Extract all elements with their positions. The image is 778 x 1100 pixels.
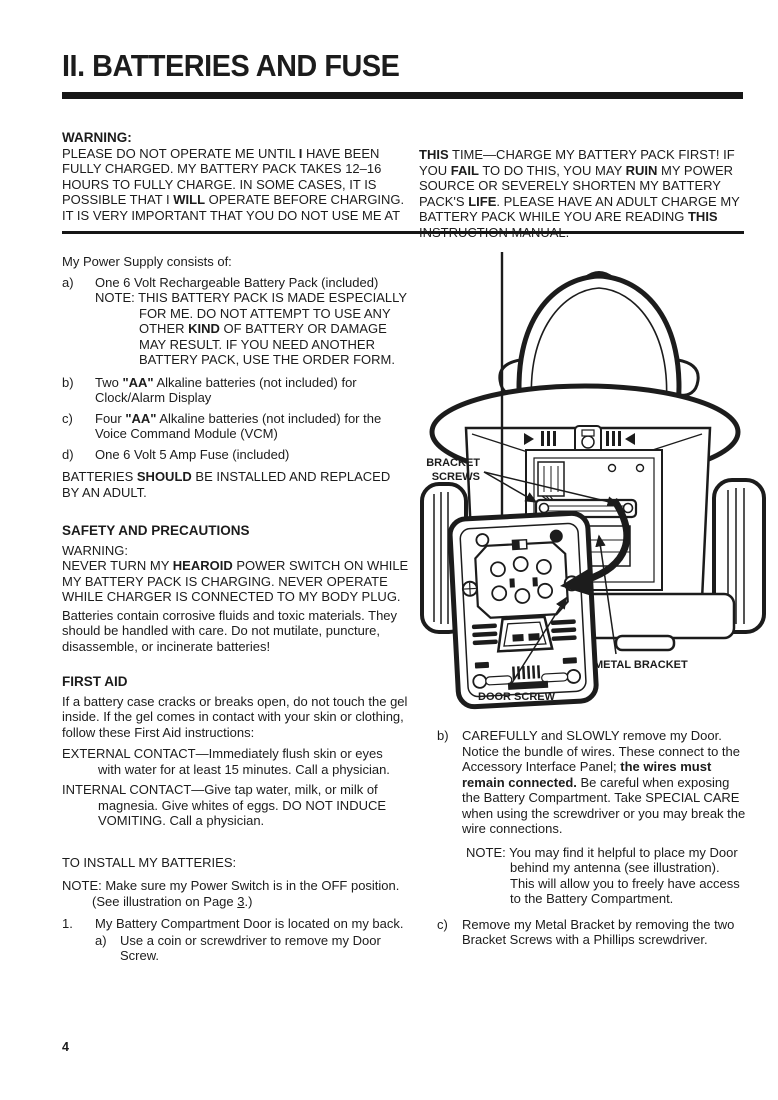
safety-warning-label: WARNING:: [62, 542, 128, 558]
install-step-b-note: NOTE: You may find it helpful to place my Door behind my antenna (see illustration). This will allow you to freely have access to the Battery Compartment.: [466, 844, 740, 906]
list-item-b: [62, 375, 409, 406]
install-step-c: [420, 917, 746, 948]
door-panel-detail: [449, 513, 597, 708]
list-marker: c): [62, 410, 73, 426]
safety-heading: SAFETY AND PRECAUTIONS: [62, 523, 250, 538]
list-item-text: Four "AA" Alkaline batteries (not included) for the Voice Command Module (VCM): [95, 410, 382, 441]
install-step-1a-text: Use a coin or screwdriver to remove my Door Screw.: [120, 932, 381, 963]
first-aid-internal: INTERNAL CONTACT—Give tap water, milk, or milk of magnesia. Give whites of eggs. DO NOT INDUCE VOMITING. Call a physician.: [62, 782, 387, 828]
list-marker: b): [62, 374, 74, 390]
list-item-a: [62, 275, 409, 368]
list-item-text: One 6 Volt Rechargeable Battery Pack (included): [95, 274, 379, 290]
warning-divider-rule: [62, 231, 744, 234]
page-number: 4: [62, 1040, 69, 1054]
install-step-1a: [95, 933, 409, 964]
bracket-screw-right: [624, 504, 633, 513]
list-item-c: [62, 411, 409, 442]
install-step-b: [420, 728, 746, 907]
label-bracket-screws-2: SCREWS: [431, 471, 480, 483]
first-aid-intro: If a battery case cracks or breaks open, do not touch the gel inside. If the gel comes in contact with your skin or clothing, follow these First Aid instructions:: [62, 693, 408, 740]
title-rule: [62, 92, 743, 99]
install-step-1: [62, 916, 409, 964]
power-supply-intro: My Power Supply consists of:: [62, 254, 232, 269]
page-title: II. BATTERIES AND FUSE: [62, 48, 400, 83]
list-item-text: Two "AA" Alkaline batteries (not included) for Clock/Alarm Display: [95, 374, 357, 405]
install-step-1-text: My Battery Compartment Door is located on my back.: [95, 916, 404, 931]
list-item-note: NOTE: THIS BATTERY PACK IS MADE ESPECIALLY FOR ME. DO NOT ATTEMPT TO USE ANY OTHER KIND OF BATTERY OR DAMAGE MAY RESULT. IF YOU NEED ANOTHER BATTERY PACK, USE THE ORDER FORM.: [95, 290, 407, 367]
door-screw-left: [463, 581, 478, 596]
safety-body: Batteries contain corrosive fluids and toxic materials. They should be handled with care. Do not mutilate, puncture, disassemble, or incinerate batteries!: [62, 607, 398, 654]
left-column: [62, 254, 409, 964]
first-aid-heading: FIRST AID: [62, 674, 128, 689]
warning-section: [62, 130, 744, 241]
install-heading: TO INSTALL MY BATTERIES:: [62, 854, 237, 870]
install-step-c-text: Remove my Metal Bracket by removing the two Bracket Screws with a Phillips screwdriver.: [462, 916, 735, 947]
list-marker: a): [62, 274, 74, 290]
label-bracket-screws: BRACKET: [426, 457, 480, 469]
safety-warning-text: NEVER TURN MY HEAROID POWER SWITCH ON WHILE MY BATTERY PACK IS CHARGING. NEVER OPERATE WHILE CHARGER IS CONNECTED TO MY BODY PLUG.: [62, 558, 409, 604]
bracket-screw-left: [540, 504, 549, 513]
label-metal-bracket: METAL BRACKET: [594, 659, 688, 671]
install-step-b-text: CAREFULLY and SLOWLY remove my Door. Notice the bundle of wires. These connect to the Accessory Interface Panel; the wires must remain connected. Be careful when exposing the Battery Compartment. Take SPECIAL CARE when using the screwdriver or you may break the wire connections.: [462, 728, 746, 836]
warning-text-left: PLEASE DO NOT OPERATE ME UNTIL I HAVE BEEN FULLY CHARGED. MY BATTERY PACK TAKES 12–16 HOURS TO FULLY CHARGE. IN SOME CASES, IT IS POSSIBLE THAT I WILL OPERATE BEFORE CHARGING. IT IS VERY IMPORTANT THAT YOU DO NOT USE ME AT: [62, 145, 405, 223]
label-door-screw: DOOR SCREW: [478, 691, 555, 703]
list-marker: c): [437, 916, 448, 932]
right-column: [420, 728, 746, 948]
warning-text-right: THIS TIME—CHARGE MY BATTERY PACK FIRST! IF YOU FAIL TO DO THIS, YOU MAY RUIN MY POWER SOURCE OR SEVERELY SHORTEN MY BATTERY PACK'S LIFE. PLEASE HAVE AN ADULT CHARGE MY BATTERY PACK WHILE YOU ARE READING THIS: [419, 147, 740, 225]
warning-heading: WARNING:: [62, 130, 132, 145]
first-aid-external: EXTERNAL CONTACT—Immediately flush skin or eyes with water for at least 15 minutes. Call a physician.: [62, 746, 390, 777]
list-marker: 1.: [62, 916, 73, 931]
list-marker: a): [95, 932, 107, 948]
install-note: NOTE: Make sure my Power Switch is in the OFF position. (See illustration on Page 3.): [62, 878, 400, 909]
power-supply-footer: BATTERIES SHOULD BE INSTALLED AND REPLACED BY AN ADULT.: [62, 469, 391, 500]
list-item-text: One 6 Volt 5 Amp Fuse (included): [95, 446, 290, 462]
list-marker: b): [437, 728, 449, 743]
robot-illustration: [414, 248, 770, 718]
list-marker: d): [62, 446, 74, 462]
list-item-d: [62, 447, 409, 463]
